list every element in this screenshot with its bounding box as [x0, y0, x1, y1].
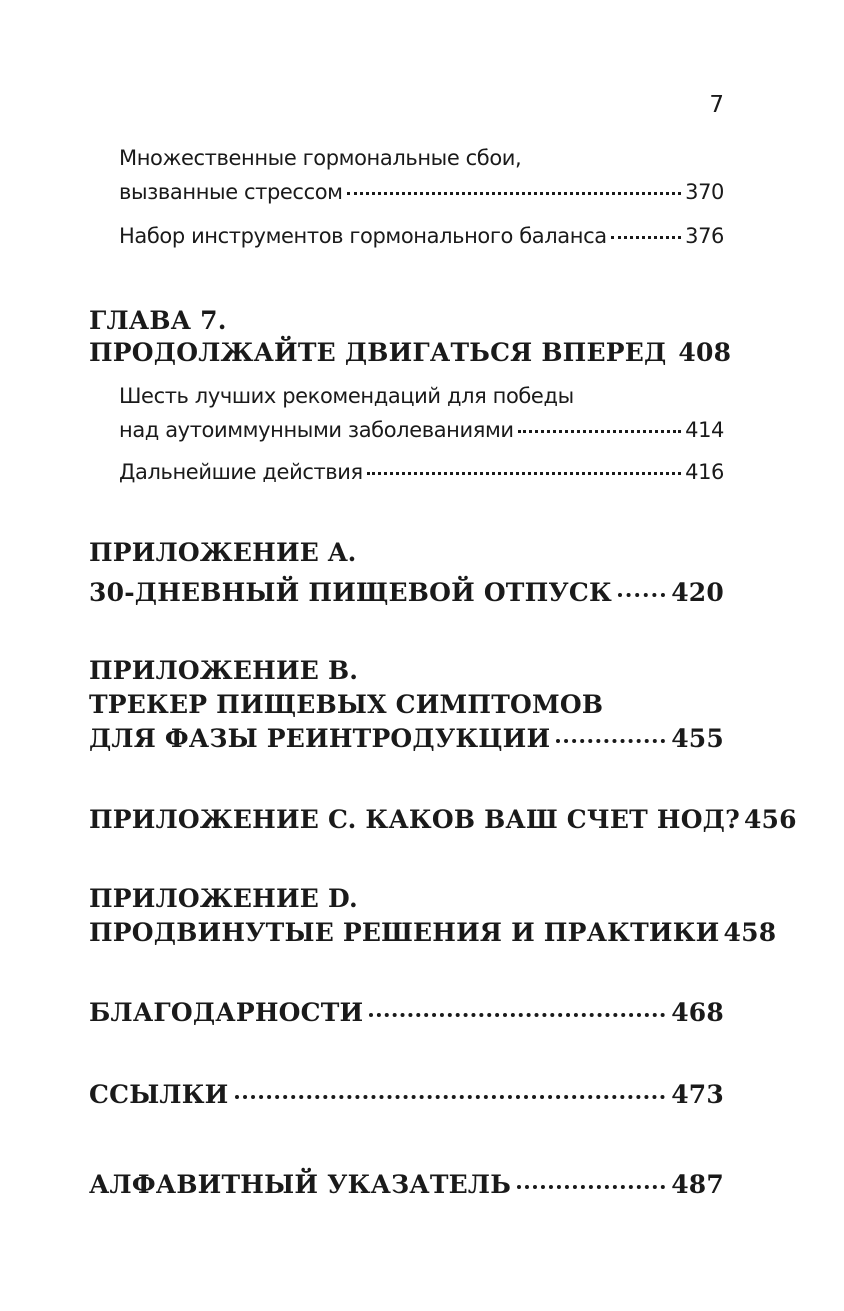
toc-page-number: 487 [671, 1170, 724, 1199]
section-title: ССЫЛКИ [89, 1080, 229, 1109]
toc-appendix-link[interactable] [89, 724, 724, 753]
leader-dots [367, 472, 681, 475]
toc-section-link[interactable] [89, 1080, 724, 1109]
section-title: АЛФАВИТНЫЙ УКАЗАТЕЛЬ [89, 1170, 512, 1199]
toc-chapter-link[interactable] [89, 338, 732, 367]
appendix-heading: ПРИЛОЖЕНИЕ B. [89, 656, 359, 685]
toc-appendix-link[interactable] [89, 578, 724, 607]
toc-entry-text: Дальнейшие действия [119, 460, 363, 484]
appendix-title: ДЛЯ ФАЗЫ РЕИНТРОДУКЦИИ [89, 724, 551, 753]
leader-dots [618, 593, 665, 597]
appendix-title: ПРОДВИНУТЫЕ РЕШЕНИЯ И ПРАКТИКИ [89, 918, 720, 947]
toc-entry-link[interactable] [119, 418, 724, 442]
leader-dots [518, 430, 681, 433]
toc-page-number: 376 [685, 224, 724, 248]
leader-dots [517, 1185, 665, 1189]
toc-page-number: 473 [671, 1080, 724, 1109]
toc-entry-text: над аутоиммунными заболеваниями [119, 418, 514, 442]
toc-page-number: 455 [671, 724, 724, 753]
leader-dots [235, 1095, 666, 1099]
leader-dots [556, 739, 665, 743]
appendix-heading: ПРИЛОЖЕНИЕ A. [89, 538, 357, 567]
toc-entry-text: вызванные стрессом [119, 180, 343, 204]
toc-entry-text: Шесть лучших рекомендаций для победы [119, 384, 574, 408]
appendix-title: 30-ДНЕВНЫЙ ПИЩЕВОЙ ОТПУСК [89, 578, 612, 607]
appendix-heading: ПРИЛОЖЕНИЕ D. [89, 884, 358, 913]
toc-section-link[interactable] [89, 998, 724, 1027]
toc-section-link[interactable] [89, 1170, 724, 1199]
toc-page-number: 414 [685, 418, 724, 442]
toc-page-number: 416 [685, 460, 724, 484]
appendix-title: ПРИЛОЖЕНИЕ C. КАКОВ ВАШ СЧЕТ НОД? [89, 805, 740, 834]
chapter-title: ПРОДОЛЖАЙТЕ ДВИГАТЬСЯ ВПЕРЕД [89, 338, 667, 367]
toc-page-number: 420 [671, 578, 724, 607]
leader-dots [369, 1013, 665, 1017]
leader-dots [347, 192, 681, 195]
page-number: 7 [709, 92, 724, 118]
section-title: БЛАГОДАРНОСТИ [89, 998, 364, 1027]
toc-entry-link[interactable] [119, 224, 724, 248]
toc-appendix-link[interactable] [89, 918, 777, 947]
toc-entry-text: Множественные гормональные сбои, [119, 146, 522, 170]
toc-page-number: 408 [678, 338, 732, 367]
toc-entry-link[interactable] [119, 180, 724, 204]
leader-dots [611, 236, 681, 239]
toc-page-number: 370 [685, 180, 724, 204]
toc-entry-link[interactable] [119, 460, 724, 484]
appendix-title: ТРЕКЕР ПИЩЕВЫХ СИМПТОМОВ [89, 690, 604, 719]
toc-entry-text: Набор инструментов гормонального баланса [119, 224, 607, 248]
toc-page-number: 456 [743, 805, 797, 834]
chapter-heading: ГЛАВА 7. [89, 306, 227, 335]
toc-page-number: 458 [723, 918, 777, 947]
toc-appendix-link[interactable] [89, 805, 797, 834]
toc-page-number: 468 [671, 998, 724, 1027]
